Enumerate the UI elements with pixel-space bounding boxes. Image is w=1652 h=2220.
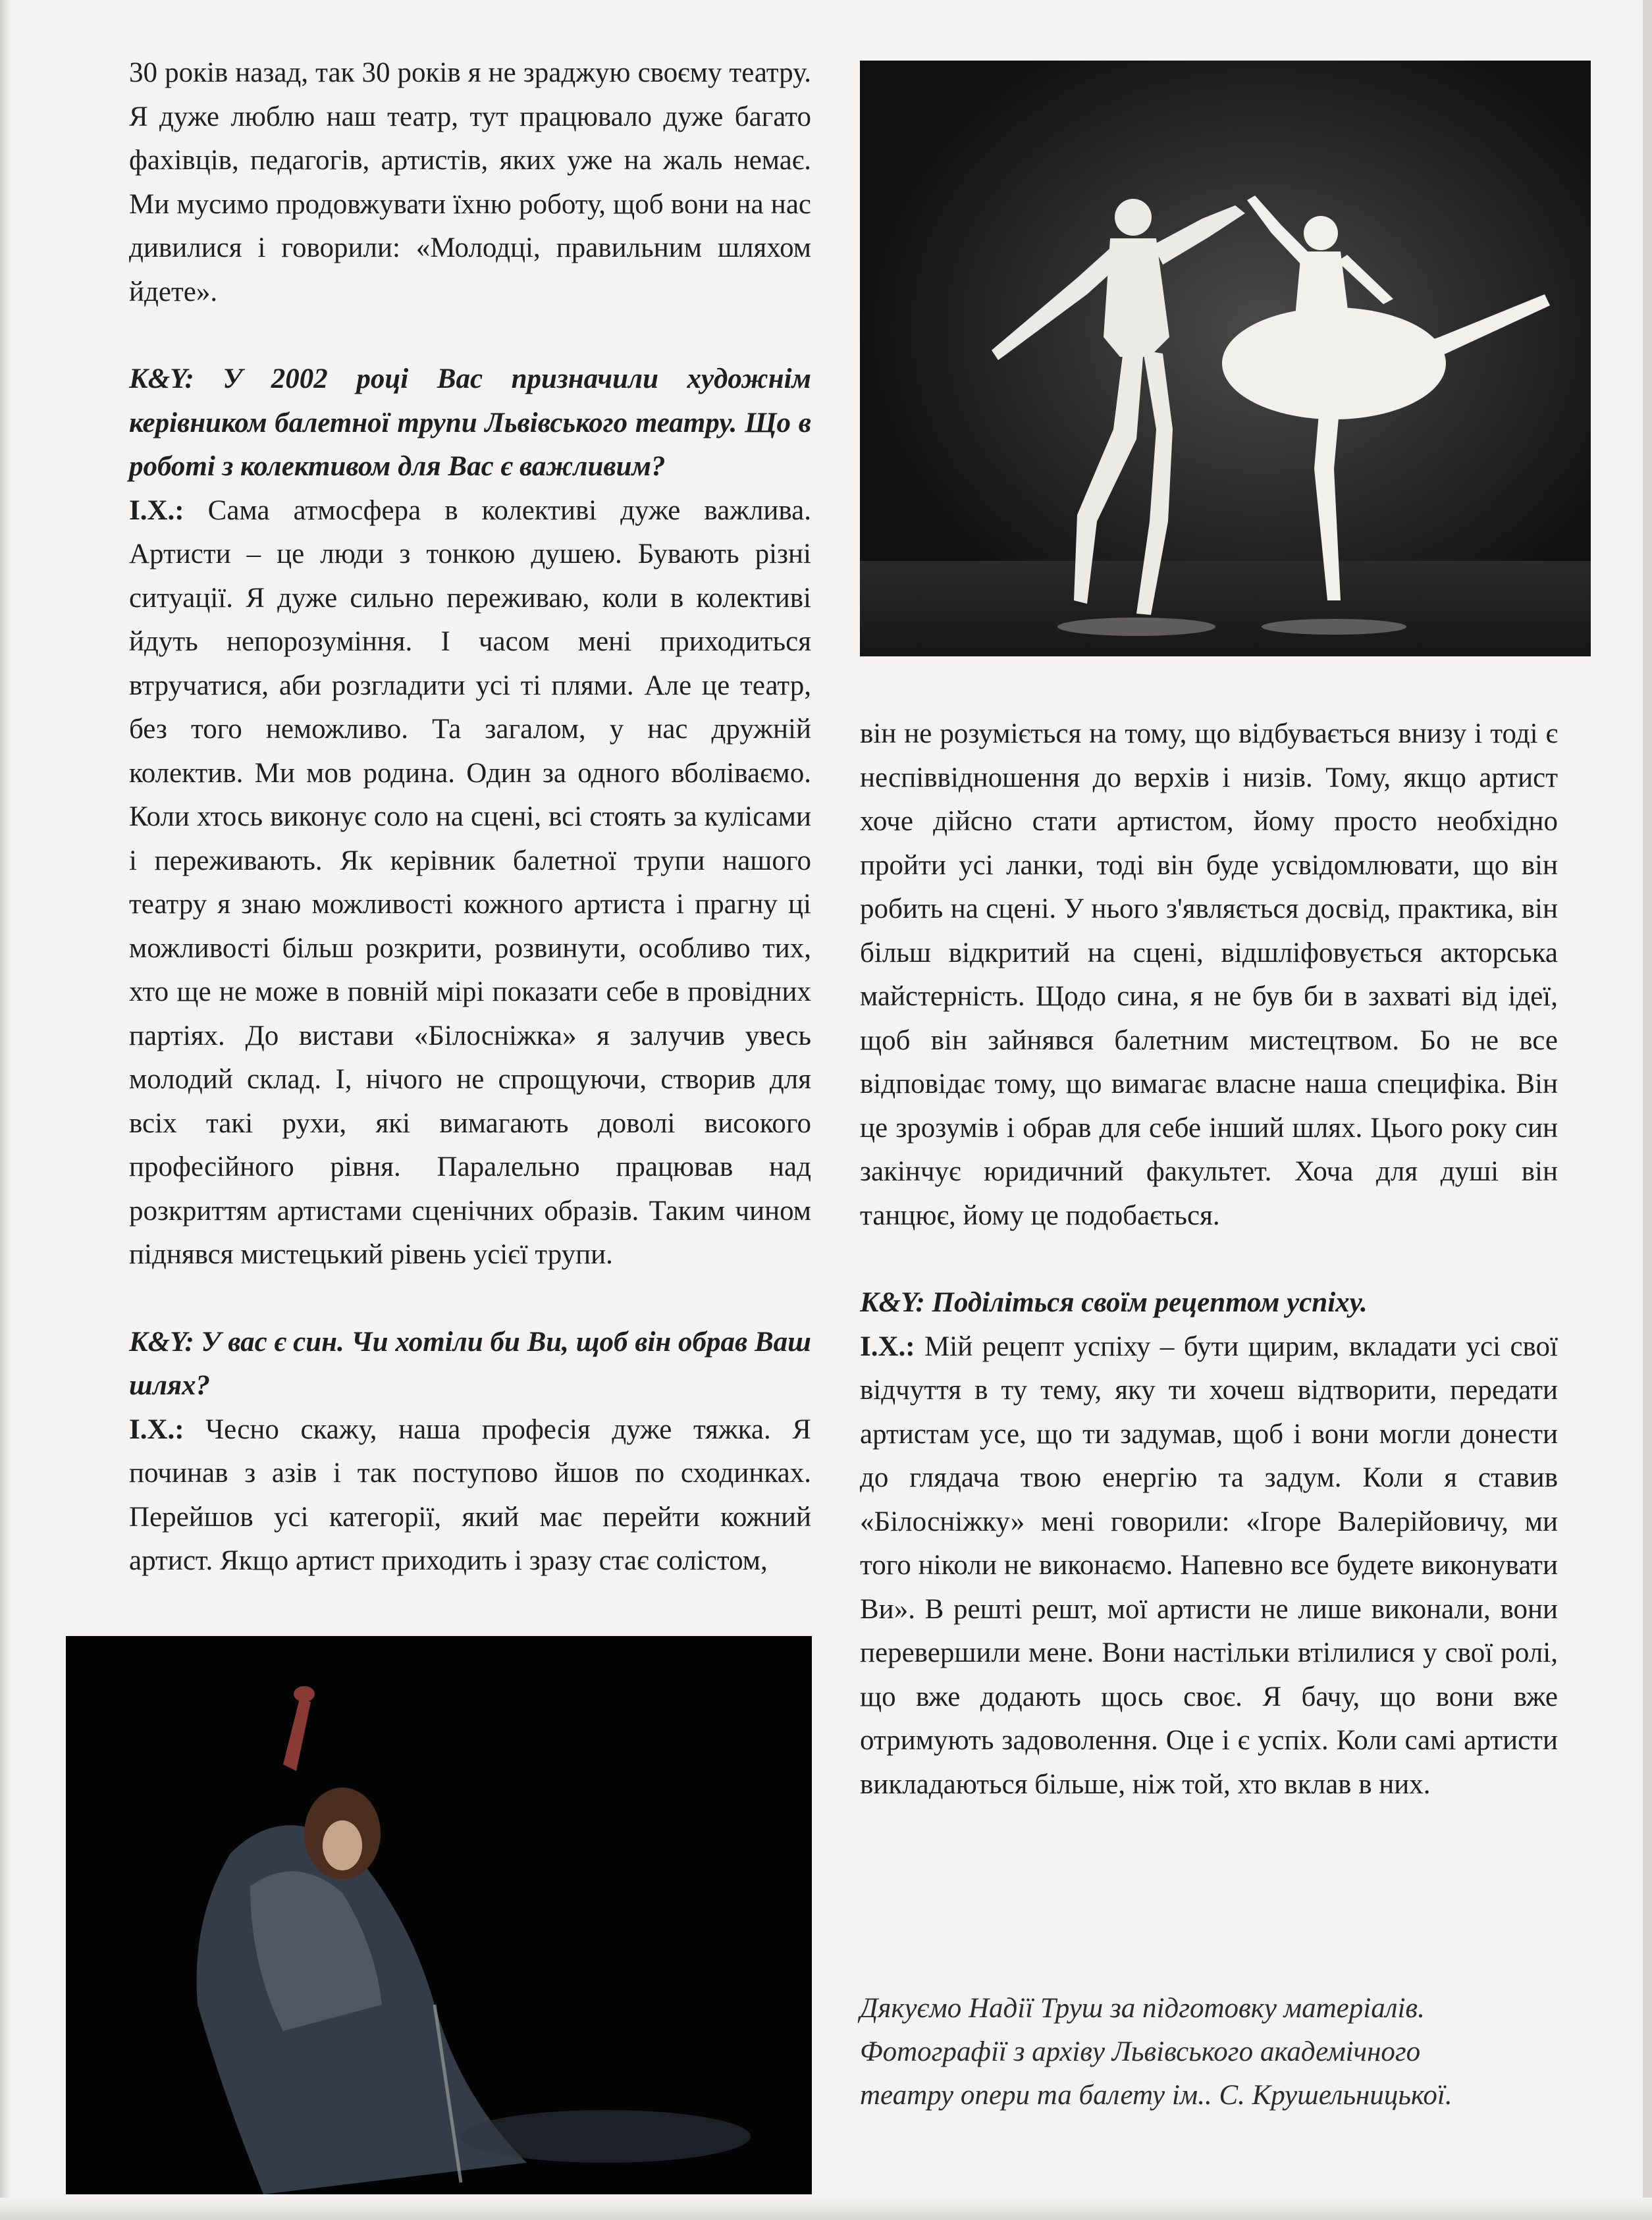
speaker-label: І.Х.:	[129, 1414, 184, 1445]
interview-answer	[129, 489, 811, 1277]
credits-line: Фотографії з архіву Львівського академічного	[860, 2036, 1421, 2067]
photo-credits	[860, 1987, 1584, 2117]
speaker-label: І.Х.:	[129, 494, 184, 526]
stage-witch-photo	[66, 1636, 812, 2194]
speaker-label: І.Х.:	[860, 1331, 915, 1362]
ballet-duet-illustration	[860, 61, 1591, 656]
scan-edge-bottom	[0, 2198, 1652, 2220]
paragraph: він не розуміється на тому, що відбувається внизу і тоді є неспіввідношення до верхів і низів. Тому, якщо артист хоче дійсно стати артистом, йому просто необхідно пройти усі ланки, тоді він буде усвідомлювати, що він робить на сцені. У нього з'являється досвід, практика, він більш відкритий на сцені, відшліфовується акторська майстерність. Щодо сина, я не був би в захваті від ідеї, щоб він зайнявся балетним мистецтвом. Бо не все відповідає тому, що вимагає власне наша специфіка. Він це зрозумів і обрав для себе інший шлях. Цього року син закінчує юридичний факультет. Хоча для душі він танцює, йому це подобається.	[860, 718, 1558, 1231]
ballet-duet-photo	[860, 61, 1591, 656]
scan-edge-right	[1643, 0, 1652, 2220]
right-text-column	[860, 712, 1558, 1807]
credits-line: театру опери та балету ім.. С. Крушельницької.	[860, 2080, 1452, 2111]
interview-answer	[860, 1325, 1558, 1807]
answer-text: Сама атмосфера в колективі дуже важлива. Артисти – це люди з тонкою душею. Бувають різні ситуації. Я дуже сильно переживаю, коли в колективі йдуть непорозуміння. І часом мені приходиться втручатися, аби розгладити усі ті плями. Але це театр, без того неможливо. Та загалом, у нас дружній колектив. Ми мов родина. Один за одного вболіваємо. Коли хтось виконує соло на сцені, всі стоять за кулісами і переживають. Як керівник балетної трупи нашого театру я знаю можливості кожного артиста і прагну ці можливості більш розкрити, розвинути, особливо тих, хто ще не може в повній мірі показати себе в провідних партіях. До вистави «Білосніжка» я залучив увесь молодий склад. І, нічого не спрощуючи, створив для всіх такі рухи, які вимагають доволі високого професійного рівня. Паралельно працював над розкриттям артистами сценічних образів. Таким чином піднявся мистецький рівень усієї трупи.	[129, 494, 811, 1270]
answer-text: Мій рецепт успіху – бути щирим, вкладати усі свої відчуття в ту тему, яку ти хочеш відтворити, передати артистам усе, що ти задумав, щоб і вони могли донести до глядача твою енергію та задум. Коли я ставив «Білосніжку» мені говорили: «Ігоре Валерійовичу, ми того ніколи не виконаємо. Напевно все будете виконувати Ви». В решті решт, мої артисти не лише виконали, вони перевершили мене. Вони настільки втілилися у свої ролі, що вже додають щось своє. Я бачу, що вони вже отримують задоволення. Оце і є успіх. Коли самі артисти викладаються більше, ніж той, хто вклав в них.	[860, 1331, 1558, 1800]
interview-question: K&Y: У вас є син. Чи хотіли би Ви, щоб він обрав Ваш шлях?	[129, 1326, 811, 1401]
interview-answer	[129, 1408, 811, 1583]
answer-text: Чесно скажу, наша професія дуже тяжка. Я починав з азів і так поступово йшов по сходинках. Перейшов усі категорії, який має перейти кожний артист. Якщо артист приходить і зразу стає солістом,	[129, 1414, 811, 1576]
scan-edge-left	[0, 0, 11, 2220]
paragraph: 30 років назад, так 30 років я не зраджую своєму театру. Я дуже люблю наш театр, тут працювало дуже багато фахівців, педагогів, артистів, яких уже на жаль немає. Ми мусимо продовжувати їхню роботу, щоб вони на нас дивилися і говорили: «Молодці, правильним шляхом йдете».	[129, 57, 811, 307]
interview-question: K&Y: У 2002 році Вас призначили художнім керівником балетної трупи Львівського театру. Що в роботі з колективом для Вас є важливим?	[129, 363, 811, 482]
left-text-column	[129, 51, 811, 1583]
interview-question: K&Y: Поділіться своїм рецептом успіху.	[860, 1287, 1368, 1318]
witch-scene-illustration	[66, 1636, 812, 2194]
credits-line: Дякуємо Надії Труш за підготовку матеріалів.	[860, 1993, 1425, 2024]
